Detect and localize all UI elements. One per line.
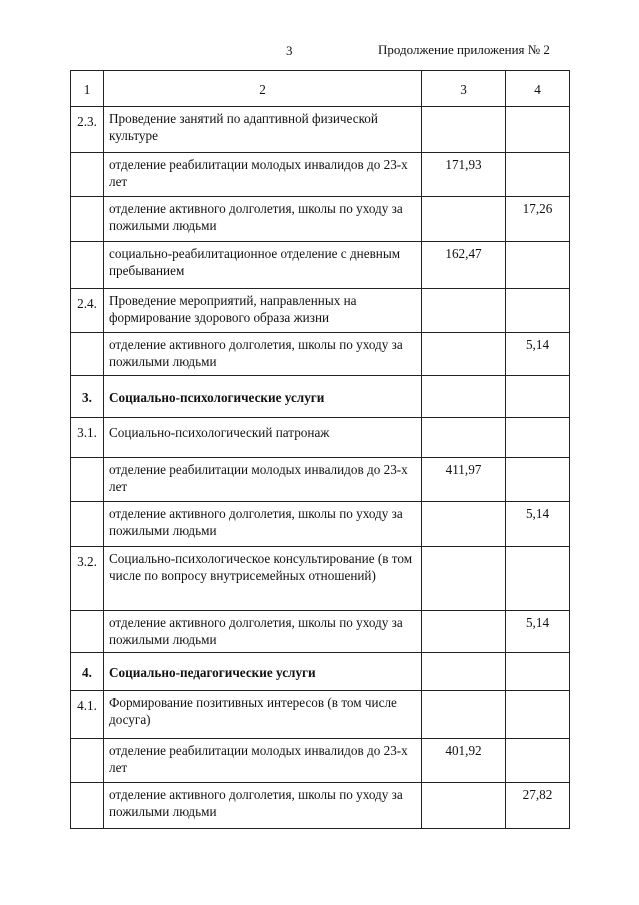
value-col4 <box>506 458 570 502</box>
value-col3 <box>422 197 506 242</box>
column-header: 4 <box>506 71 570 107</box>
value-col4: 5,14 <box>506 611 570 653</box>
value-col4 <box>506 153 570 197</box>
value-col3: 411,97 <box>422 458 506 502</box>
section-number: 4. <box>71 653 104 691</box>
row-number <box>71 242 104 289</box>
table-row <box>71 289 570 333</box>
row-number <box>71 458 104 502</box>
value-col4 <box>506 691 570 739</box>
row-number: 4.1. <box>71 691 104 739</box>
row-number <box>71 611 104 653</box>
row-number <box>71 739 104 783</box>
row-number: 3.2. <box>71 547 104 611</box>
section-row <box>71 653 570 691</box>
value-col3 <box>422 653 506 691</box>
section-row <box>71 376 570 418</box>
column-header: 2 <box>104 71 422 107</box>
row-number: 3.1. <box>71 418 104 458</box>
column-header: 1 <box>71 71 104 107</box>
value-col3 <box>422 502 506 547</box>
value-col4 <box>506 418 570 458</box>
row-description: Проведение занятий по адаптивной физической культуре <box>104 107 422 153</box>
value-col4 <box>506 653 570 691</box>
appendix-continuation-label: Продолжение приложения № 2 <box>378 42 550 57</box>
row-number: 2.4. <box>71 289 104 333</box>
value-col3 <box>422 691 506 739</box>
row-number <box>71 153 104 197</box>
section-number: 3. <box>71 376 104 418</box>
row-description: отделение активного долголетия, школы по уходу за пожилыми людьми <box>104 611 422 653</box>
row-description: Социально-психологический патронаж <box>104 418 422 458</box>
value-col3 <box>422 547 506 611</box>
row-number <box>71 502 104 547</box>
value-col3: 162,47 <box>422 242 506 289</box>
page-number: 3 <box>286 43 293 58</box>
services-table <box>70 70 570 829</box>
value-col4: 5,14 <box>506 502 570 547</box>
row-number <box>71 783 104 829</box>
table-row <box>71 783 570 829</box>
table-row <box>71 333 570 376</box>
table-row <box>71 739 570 783</box>
section-title: Социально-психологические услуги <box>104 376 422 418</box>
value-col4 <box>506 547 570 611</box>
table-header-row <box>71 71 570 107</box>
table-row <box>71 107 570 153</box>
row-description: социально-реабилитационное отделение с дневным пребыванием <box>104 242 422 289</box>
row-description: отделение реабилитации молодых инвалидов до 23-х лет <box>104 739 422 783</box>
column-header: 3 <box>422 71 506 107</box>
value-col4 <box>506 242 570 289</box>
value-col4 <box>506 376 570 418</box>
table-row <box>71 502 570 547</box>
row-description: отделение реабилитации молодых инвалидов до 23-х лет <box>104 153 422 197</box>
row-description: отделение активного долголетия, школы по уходу за пожилыми людьми <box>104 333 422 376</box>
value-col3 <box>422 418 506 458</box>
row-description: Социально-психологическое консультирование (в том числе по вопросу внутрисемейных отношений) <box>104 547 422 611</box>
row-number <box>71 333 104 376</box>
value-col3 <box>422 783 506 829</box>
value-col3: 401,92 <box>422 739 506 783</box>
value-col3 <box>422 376 506 418</box>
table-row <box>71 197 570 242</box>
row-description: отделение активного долголетия, школы по уходу за пожилыми людьми <box>104 783 422 829</box>
value-col3 <box>422 107 506 153</box>
value-col3 <box>422 289 506 333</box>
table-row <box>71 691 570 739</box>
row-description: отделение активного долголетия, школы по уходу за пожилыми людьми <box>104 502 422 547</box>
value-col3: 171,93 <box>422 153 506 197</box>
row-description: Формирование позитивных интересов (в том числе досуга) <box>104 691 422 739</box>
table-row <box>71 611 570 653</box>
row-description: отделение активного долголетия, школы по уходу за пожилыми людьми <box>104 197 422 242</box>
table-row <box>71 458 570 502</box>
value-col4 <box>506 739 570 783</box>
value-col3 <box>422 611 506 653</box>
row-description: Проведение мероприятий, направленных на формирование здорового образа жизни <box>104 289 422 333</box>
value-col4: 5,14 <box>506 333 570 376</box>
table-row <box>71 153 570 197</box>
row-description: отделение реабилитации молодых инвалидов до 23-х лет <box>104 458 422 502</box>
table-row <box>71 547 570 611</box>
row-number: 2.3. <box>71 107 104 153</box>
value-col4 <box>506 107 570 153</box>
value-col4 <box>506 289 570 333</box>
section-title: Социально-педагогические услуги <box>104 653 422 691</box>
row-number <box>71 197 104 242</box>
table-row <box>71 418 570 458</box>
value-col4: 17,26 <box>506 197 570 242</box>
value-col3 <box>422 333 506 376</box>
table-row <box>71 242 570 289</box>
value-col4: 27,82 <box>506 783 570 829</box>
